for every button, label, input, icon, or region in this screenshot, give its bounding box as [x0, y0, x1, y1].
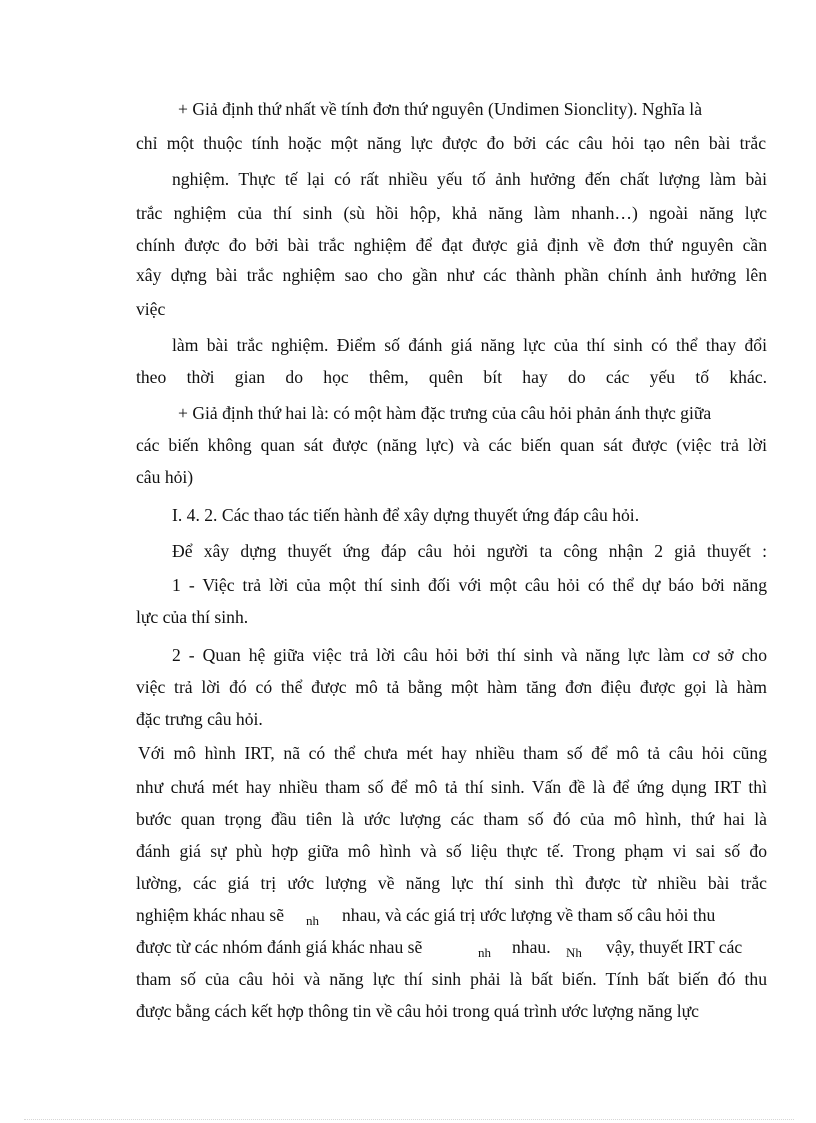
paragraph-line: được bằng cách kết hợp thông tin về câu hỏi trong quá trình ước lượng năng lực — [136, 1001, 699, 1021]
paragraph-fragment — [306, 904, 319, 928]
paragraph-line: vậy, thuyết IRT các — [606, 937, 743, 957]
paragraph-line: 2 - Quan hệ giữa việc trả lời câu hỏi bởi thí sinh và năng lực làm cơ sở cho — [172, 645, 767, 665]
paragraph-line: + Giả định thứ nhất về tính đơn thứ nguyên (Undimen Sionclity). Nghĩa là — [178, 99, 703, 119]
paragraph-line: nhau, và các giá trị ước lượng về tham số câu hỏi thu — [342, 905, 716, 925]
paragraph-line: + Giả định thứ hai là: có một hàm đặc trưng của câu hỏi phản ánh thực giữa — [178, 403, 712, 423]
fragment-nh: nh — [478, 945, 491, 960]
paragraph-line: bước quan trọng đầu tiên là ước lượng các tham số đó của mô hình, thứ hai là — [136, 809, 767, 829]
paragraph-line: chỉ một thuộc tính hoặc một năng lực được đo bởi các câu hỏi tạo nên bài trắc — [136, 133, 766, 153]
paragraph-line: chính được đo bởi bài trắc nghiệm để đạt được giả định về đơn thứ nguyên cần — [136, 235, 767, 255]
paragraph-line: việc — [136, 299, 166, 319]
paragraph-line: các biến không quan sát được (năng lực) và các biến quan sát được (việc trả lời — [136, 435, 767, 455]
paragraph-line: như chưá mét hay nhiều tham số để mô tả thí sinh. Vấn đề là để ứng dụng IRT thì — [136, 777, 767, 797]
paragraph-line: nhau. — [512, 937, 551, 957]
paragraph-fragment — [478, 936, 491, 960]
paragraph-line: lường, các giá trị ước lượng về năng lực thí sinh thì được từ nhiều bài trắc — [136, 873, 767, 893]
paragraph-line: Với mô hình IRT, nã có thể chưa mét hay nhiều tham số để mô tả câu hỏi cũng — [138, 743, 767, 763]
paragraph-line: đánh giá sự phù hợp giữa mô hình và số liệu thực tế. Trong phạm vi sai số đo — [136, 841, 767, 861]
paragraph-line: tham số của câu hỏi và năng lực thí sinh phải là bất biến. Tính bất biến đó thu — [136, 969, 767, 989]
paragraph-line: Để xây dựng thuyết ứng đáp câu hỏi người ta công nhận 2 giả thuyết : — [172, 541, 767, 561]
paragraph-line: theo thời gian do học thêm, quên bít hay do các yếu tố khác. — [136, 367, 767, 387]
section-heading: I. 4. 2. Các thao tác tiến hành để xây dựng thuyết ứng đáp câu hỏi. — [172, 505, 640, 525]
paragraph-fragment — [566, 936, 582, 960]
paragraph-line: đặc trưng câu hỏi. — [136, 709, 263, 729]
paragraph-line: nghiệm khác nhau sẽ — [136, 905, 285, 925]
paragraph-line: 1 - Việc trả lời của một thí sinh đối với một câu hỏi có thể dự báo bởi năng — [172, 575, 767, 595]
fragment-Nh: Nh — [566, 945, 582, 960]
paragraph-line: làm bài trắc nghiệm. Điểm số đánh giá năng lực của thí sinh có thể thay đổi — [172, 335, 767, 355]
paragraph-line: câu hỏi) — [136, 467, 194, 487]
paragraph-line: trắc nghiệm của thí sinh (sù hồi hộp, khả năng làm nhanh…) ngoài năng lực — [136, 203, 767, 223]
page-footer-divider — [24, 1119, 794, 1120]
paragraph-line: lực của thí sinh. — [136, 607, 249, 627]
paragraph-line: nghiệm. Thực tế lại có rất nhiều yếu tố ảnh hưởng đến chất lượng làm bài — [172, 169, 767, 189]
paragraph-line: xây dựng bài trắc nghiệm sao cho gần như các thành phần chính ảnh hưởng lên — [136, 265, 767, 285]
fragment-nh: nh — [306, 913, 319, 928]
paragraph-line: việc trả lời đó có thể được mô tả bằng một hàm tăng đơn điệu được gọi là hàm — [136, 677, 767, 697]
paragraph-line: được từ các nhóm đánh giá khác nhau sẽ — [136, 937, 423, 957]
